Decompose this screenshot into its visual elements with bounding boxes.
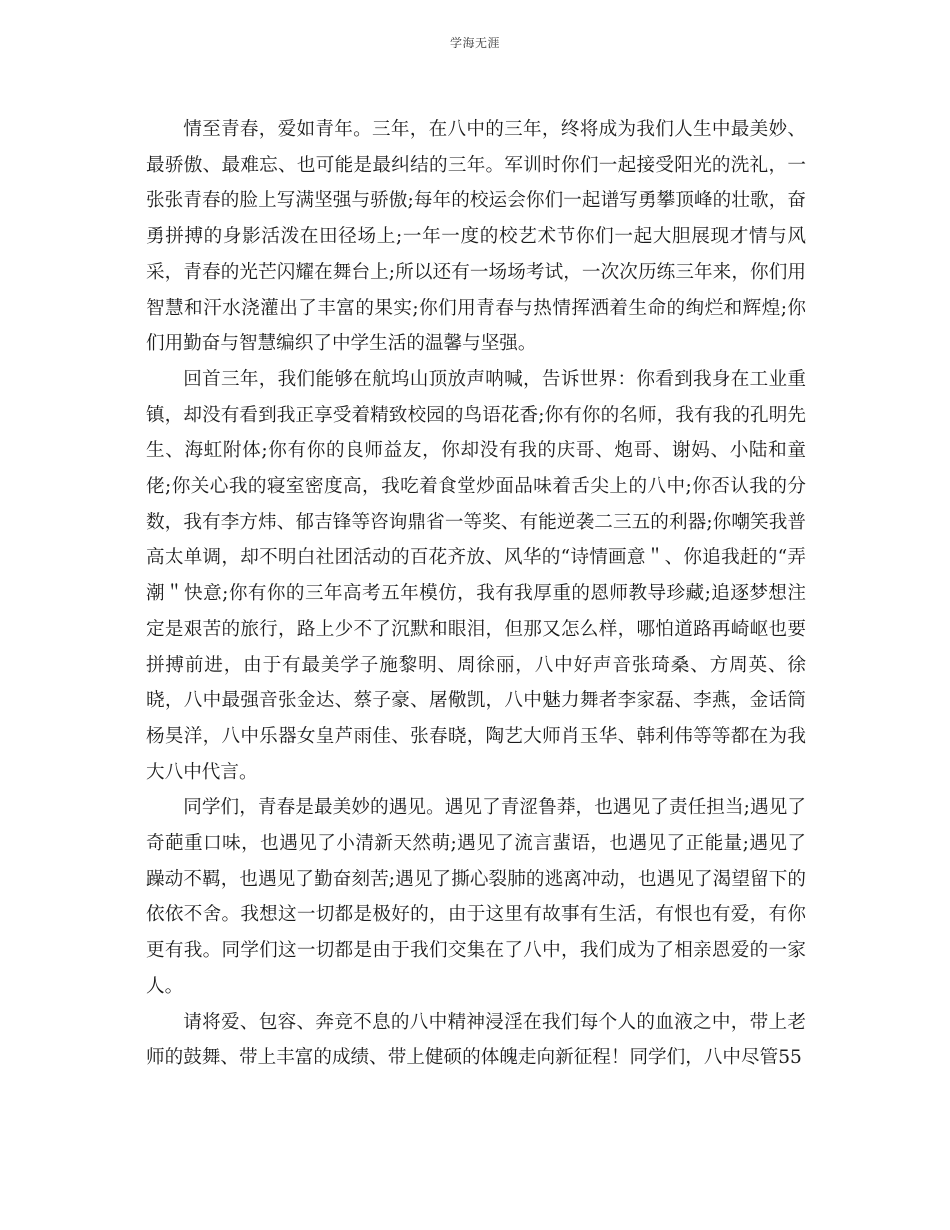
body-text: [146, 112, 806, 1076]
page-header: 学海无涯: [449, 36, 500, 50]
paragraph: 请将爱、包容、奔竞不息的八中精神浸淫在我们每个人的血液之中，带上老师的鼓舞、带上丰富的成绩、带上健硕的体魄走向新征程！同学们，八中尽管55: [146, 1011, 806, 1069]
paragraph: 情至青春，爱如青年。三年，在八中的三年，终将成为我们人生中最美妙、最骄傲、最难忘、也可能是最纠结的三年。军训时你们一起接受阳光的洗礼，一张张青春的脸上写满坚强与骄傲;每年的校运会你们一起谱写勇攀顶峰的壮歌，奋勇拼搏的身影活泼在田径场上;一年一度的校艺术节你们一起大胆展现才情与风采，青春的光芒闪耀在舞台上;所以还有一场场考试，一次次历练三年来，你们用智慧和汗水浇灌出了丰富的果实;你们用青春与热情挥洒着生命的绚烂和辉煌;你们用勤奋与智慧编织了中学生活的温馨与坚强。: [146, 119, 806, 355]
paragraph: 同学们，青春是最美妙的遇见。遇见了青涩鲁莽，也遇见了责任担当;遇见了奇葩重口味，也遇见了小清新天然萌;遇见了流言蜚语，也遇见了正能量;遇见了躁动不羁，也遇见了勤奋刻苦;遇见了撕心裂肺的逃离冲动，也遇见了渴望留下的依依不舍。我想这一切都是极好的，由于这里有故事有生活，有恨也有爱，有你更有我。同学们这一切都是由于我们交集在了八中，我们成为了相亲恩爱的一家人。: [146, 797, 806, 997]
paragraph: 回首三年，我们能够在航坞山顶放声呐喊，告诉世界：你看到我身在工业重镇，却没有看到我正享受着精致校园的鸟语花香;你有你的名师，我有我的孔明先生、海虹附体;你有你的良师益友，你却没有我的庆哥、炮哥、谢妈、小陆和童佬;你关心我的寝室密度高，我吃着食堂炒面品味着舌尖上的八中;你否认我的分数，我有李方炜、郁吉锋等咨询鼎省一等奖、有能逆袭二三五的利器;你嘲笑我普高太单调，却不明白社团活动的百花齐放、风华的“诗情画意＂、你追我赶的“弄潮＂快意;你有你的三年高考五年模仿，我有我厚重的恩师教导珍藏;追逐梦想注定是艰苦的旅行，路上少不了沉默和眼泪，但那又怎么样，哪怕道路再崎岖也要拼搏前进，由于有最美学子施黎明、周徐丽，八中好声音张琦桑、方周英、徐晓，八中最强音张金达、蔡子豪、屠儆凯，八中魅力舞者李家磊、李燕，金话筒杨昊洋，八中乐器女皇芦雨佳、张春晓，陶艺大师肖玉华、韩利伟等等都在为我大八中代言。: [146, 368, 806, 783]
